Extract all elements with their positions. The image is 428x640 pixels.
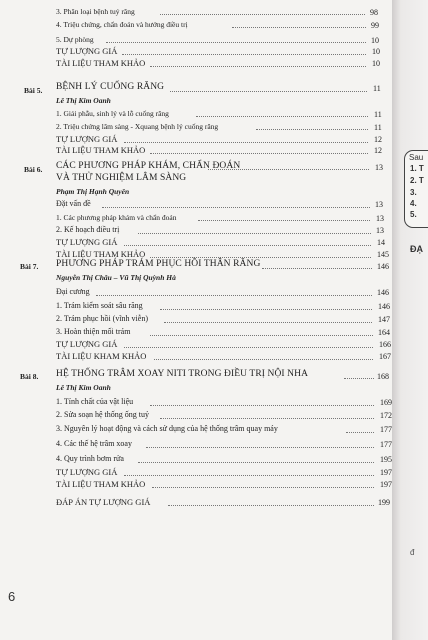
toc-page: 13 [376,226,384,235]
toc-page: 167 [379,352,391,361]
toc-entry: TỰ LƯỢNG GIÁ [56,339,118,349]
toc-page: 11 [374,110,382,119]
dot-leader [124,347,373,348]
adjacent-fragment: đ [410,548,415,557]
adjacent-box-title: Sau [409,153,424,162]
toc-page: 13 [375,200,383,209]
toc-entry: 4. Quy trình bơm rửa [56,454,124,463]
toc-entry: 3. Hoàn thiện mối trám [56,327,131,336]
dot-leader [124,475,374,476]
lesson-label: Bài 5. [24,86,43,95]
toc-page: 11 [373,84,381,93]
toc-entry: TÀI LIỆU THAM KHẢO [56,249,146,259]
lesson-author: Nguyễn Thị Châu – Vũ Thị Quỳnh Hà [56,273,176,282]
dot-leader [124,245,371,246]
toc-entry: 1. Giải phẫu, sinh lý và lỗ cuống răng [56,109,169,118]
adjacent-box-item: 2. T [410,176,424,185]
toc-page: 12 [374,146,382,155]
toc-page: 10 [371,36,379,45]
toc-entry: Đại cương [56,287,90,296]
toc-entry: TÀI LIỆU KHAM KHẢO [56,351,147,361]
toc-page: 10 [372,59,380,68]
dot-leader [150,335,373,336]
toc-entry: 3. Phân loại bệnh tuỷ răng [56,7,135,16]
dot-leader [154,359,373,360]
toc-entry: 1. Trám kiểm soát sâu răng [56,301,143,310]
toc-page: 10 [372,47,380,56]
toc-page: 199 [378,498,390,507]
lesson-author: Phạm Thị Hạnh Quyên [56,187,130,196]
lesson-title: BỆNH LÝ CUỐNG RĂNG [56,82,165,92]
toc-entry: TÀI LIỆU THAM KHẢO [56,479,146,489]
toc-page: 99 [371,21,379,30]
dot-leader [346,432,374,433]
adjacent-heading: ĐẠ [410,244,423,254]
toc-answers-entry: ĐÁP ÁN TỰ LƯỢNG GIÁ [56,497,151,507]
dot-leader [124,142,368,143]
toc-entry: 1. Các phương pháp khám và chẩn đoán [56,213,177,222]
dot-leader [164,322,372,323]
lesson-label: Bài 8. [20,372,39,381]
toc-page: 146 [377,262,389,271]
toc-page: 11 [374,123,382,132]
toc-page: 166 [379,340,391,349]
dot-leader [150,66,366,67]
dot-leader [170,91,367,92]
toc-entry: TỰ LƯỢNG GIÁ [56,467,118,477]
toc-page: 98 [370,8,378,17]
lesson-label: Bài 6. [24,165,43,174]
dot-leader [256,129,368,130]
adjacent-box-item: 5. [410,210,417,219]
toc-entry: TỰ LƯỢNG GIÁ [56,46,118,56]
toc-entry: 2. Sửa soạn hệ thống ống tuỷ [56,410,149,419]
dot-leader [198,220,370,221]
toc-page: 195 [380,455,392,464]
toc-page: 13 [376,214,384,223]
toc-entry: TỰ LƯỢNG GIÁ [56,237,118,247]
toc-entry: 2. Kế hoạch điều trị [56,225,120,234]
lesson-label: Bài 7. [20,262,39,271]
dot-leader [160,309,372,310]
toc-page: 168 [377,372,389,381]
dot-leader [146,447,374,448]
toc-entry: 2. Triệu chứng lâm sàng - Xquang bệnh lý cuống răng [56,122,219,131]
toc-page: 12 [374,135,382,144]
toc-page: 146 [378,302,390,311]
toc-entry: 4. Triệu chứng, chẩn đoán và hướng điều trị [56,20,188,29]
dot-leader [106,42,366,43]
dot-leader [122,54,366,55]
toc-page: 164 [378,328,390,337]
dot-leader [150,405,374,406]
dot-leader [160,14,365,15]
lesson-author: Lê Thị Kim Oanh [56,383,111,392]
adjacent-page [392,0,428,640]
dot-leader [160,418,374,419]
dot-leader [344,378,374,379]
dot-leader [232,27,366,28]
dot-leader [150,257,371,258]
dot-leader [138,233,371,234]
adjacent-box-item: 3. [410,188,417,197]
toc-entry: 4. Các thế hệ trâm xoay [56,439,132,448]
toc-entry: Đặt vấn đề [56,199,91,208]
toc-page: 177 [380,440,392,449]
toc-page: 197 [380,468,392,477]
toc-page: 197 [380,480,392,489]
lesson-title: HỆ THỐNG TRÂM XOAY NITI TRONG ĐIỀU TRỊ NỘI NHA [56,369,309,379]
lesson-title: CÁC PHƯƠNG PHÁP KHÁM, CHẨN ĐOÁN [56,161,241,171]
dot-leader [150,153,368,154]
lesson-title-line2: VÀ THỬ NGHIỆM LÂM SÀNG [56,173,187,183]
toc-entry: 5. Dự phòng [56,35,94,44]
toc-entry: TỰ LƯỢNG GIÁ [56,134,118,144]
toc-page: 145 [377,250,389,259]
adjacent-box-item: 1. T [410,164,424,173]
dot-leader [96,295,372,296]
toc-page: 169 [380,398,392,407]
dot-leader [152,487,374,488]
page-number: 6 [8,589,16,604]
lesson-title: PHƯƠNG PHÁP TRÁM PHỤC HỒI THÂN RĂNG [56,259,261,269]
dot-leader [138,462,374,463]
toc-page: 172 [380,411,392,420]
dot-leader [262,268,372,269]
toc-page: 13 [375,163,383,172]
toc-entry: 1. Tính chất của vật liệu [56,397,134,406]
dot-leader [102,207,370,208]
adjacent-box-item: 4. [410,199,417,208]
toc-entry: 2. Trám phục hồi (vĩnh viễn) [56,314,148,323]
toc-page: 146 [377,288,389,297]
toc-entry: TÀI LIỆU THAM KHẢO [56,145,146,155]
dot-leader [196,116,368,117]
toc-page: 147 [378,315,390,324]
dot-leader [208,169,369,170]
toc-page: 14 [377,238,385,247]
toc-page: 177 [380,425,392,434]
dot-leader [168,505,374,506]
toc-entry: TÀI LIỆU THAM KHẢO [56,58,146,68]
toc-entry: 3. Nguyên lý hoạt động và cách sử dụng của hệ thống trâm quay máy [56,424,278,433]
lesson-author: Lê Thị Kim Oanh [56,96,111,105]
